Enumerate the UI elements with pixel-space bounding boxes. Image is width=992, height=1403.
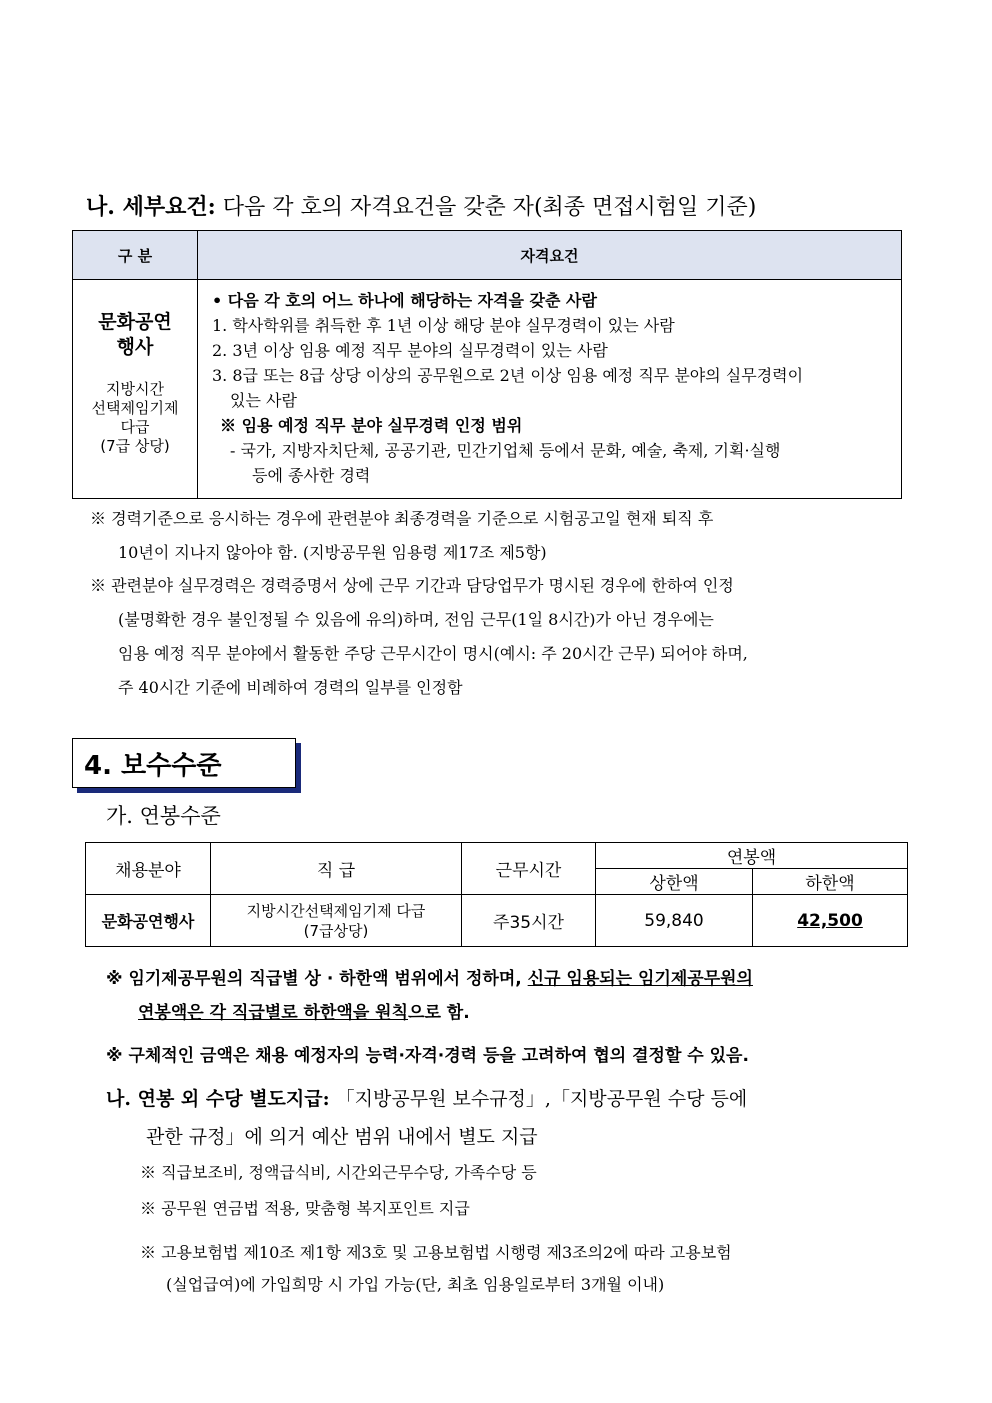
section-na2-label: 나. 연봉 외 수당 별도지급: (106, 1088, 330, 1110)
salary-table-header-row1 (86, 843, 908, 869)
section-na-label: 나. 세부요건: (86, 194, 216, 220)
allowance-note-2: ※ 공무원 연금법 적용, 맞춤형 복지포인트 지급 (140, 1199, 470, 1218)
header-hours: 근무시간 (462, 843, 596, 895)
career-note-2 (90, 569, 920, 705)
role-grade-line1: 지방시간 (106, 380, 164, 398)
salary-note-1-text: ※ 임기제공무원의 직급별 상 · 하한액 범위에서 정하며, (106, 969, 528, 989)
experience-range-title: ※ 임용 예정 직무 분야 실무경력 인정 범위 (220, 416, 523, 435)
salary-note-1-end: 으로 함. (408, 1003, 470, 1023)
section4-heading: 4. 보수수준 (84, 751, 222, 781)
allowance-note-1: ※ 직급보조비, 정액급식비, 시간외근무수당, 가족수당 등 (140, 1163, 537, 1182)
section-na2-text2: 관한 규정」에 의거 예산 범위 내에서 별도 지급 (146, 1126, 538, 1148)
career-note-2-line2: (불명확한 경우 불인정될 수 있음에 유의)하며, 전임 근무(1일 8시간)가 아닌 경우에는 (118, 610, 714, 629)
salary-grade (211, 895, 462, 947)
role-title-line2: 행사 (116, 336, 154, 358)
role-grade-line4: (7급 상당) (100, 437, 170, 455)
header-field: 채용분야 (86, 843, 211, 895)
salary-grade-line2: (7급상당) (303, 921, 369, 940)
salary-note-1-line2 (106, 996, 921, 1030)
career-note-1-line2: 10년이 지나지 않아야 함. (지방공무원 임용령 제17조 제5항) (118, 543, 547, 562)
requirements-cell (198, 280, 902, 499)
section-na-text: 다음 각 호의 자격요건을 갖춘 자(최종 면접시험일 기준) (215, 195, 757, 220)
header-upper: 상한액 (596, 869, 753, 895)
section-na2-line1 (106, 1080, 921, 1118)
role-grade (73, 380, 197, 456)
role-title (73, 310, 197, 360)
requirement-item-1: 1. 학사학위를 취득한 후 1년 이상 해당 분야 실무경력이 있는 사람 (212, 316, 675, 335)
experience-range-text-cont: 등에 종사한 경력 (252, 466, 371, 485)
salary-note-1-underlined-2: 연봉액은 각 직급별로 하한액을 원칙 (138, 1003, 409, 1023)
header-category: 구 분 (73, 231, 198, 280)
header-grade: 직 급 (211, 843, 462, 895)
salary-table (85, 842, 908, 947)
salary-row (86, 895, 908, 947)
qualification-table (72, 230, 902, 499)
salary-lower-cell (753, 895, 908, 947)
section-na2 (106, 1080, 921, 1156)
requirement-item-3: 3. 8급 또는 8급 상당 이상의 공무원으로 2년 이상 임용 예정 직무 분야의 실무경력이 (212, 366, 804, 385)
salary-lower: 42,500 (797, 910, 863, 931)
qualification-row (73, 280, 902, 499)
career-note-2-line1: ※ 관련분야 실무경력은 경력증명서 상에 근무 기간과 담당업무가 명시된 경우에 한하여 인정 (90, 576, 734, 595)
header-lower: 하한액 (753, 869, 908, 895)
section-na-heading (86, 190, 756, 221)
role-title-line1: 문화공연 (98, 311, 172, 333)
experience-range-text: - 국가, 지방자치단체, 공공기관, 민간기업체 등에서 문화, 예술, 축제, 기획·실행 (230, 441, 781, 460)
role-grade-line2: 선택제임기제 (91, 399, 179, 417)
requirement-item-3-cont: 있는 사람 (230, 391, 297, 410)
allowance-note-3-line1: ※ 고용보험법 제10조 제1항 제3호 및 고용보험법 시행령 제3조의2에 따라 고용보험 (140, 1243, 732, 1262)
salary-upper: 59,840 (596, 895, 753, 947)
role-cell (73, 280, 198, 499)
section-ga-heading: 가. 연봉수준 (106, 804, 221, 828)
requirement-item-2: 2. 3년 이상 임용 예정 직무 분야의 실무경력이 있는 사람 (212, 341, 608, 360)
career-note-1 (90, 502, 920, 570)
requirements-bullet: • 다음 각 호의 어느 하나에 해당하는 자격을 갖춘 사람 (212, 291, 597, 310)
allowance-note-3 (140, 1237, 920, 1301)
salary-field: 문화공연행사 (86, 895, 211, 947)
salary-note-2: ※ 구체적인 금액은 채용 예정자의 능력·자격·경력 등을 고려하여 협의 결정할 수 있음. (106, 1046, 749, 1066)
career-note-1-line1: ※ 경력기준으로 응시하는 경우에 관련분야 최종경력을 기준으로 시험공고일 현재 퇴직 후 (90, 509, 714, 528)
qualification-table-header (73, 231, 902, 280)
career-note-2-line4: 주 40시간 기준에 비례하여 경력의 일부를 인정함 (118, 678, 463, 697)
header-salary: 연봉액 (596, 843, 908, 869)
salary-note-1 (106, 962, 921, 1030)
salary-grade-line1: 지방시간선택제임기제 다급 (246, 901, 426, 920)
salary-note-1-underlined: 신규 임용되는 임기제공무원의 (527, 969, 753, 989)
role-grade-line3: 다급 (120, 418, 150, 436)
allowance-note-3-line2: (실업급여)에 가입희망 시 가입 가능(단, 최초 임용일로부터 3개월 이내) (166, 1275, 665, 1294)
header-requirements: 자격요건 (198, 231, 902, 280)
career-note-2-line3: 임용 예정 직무 분야에서 활동한 주당 근무시간이 명시(예시: 주 20시간 근무) 되어야 하며, (118, 644, 748, 663)
section-na2-text1: 「지방공무원 보수규정」,「지방공무원 수당 등에 (329, 1088, 748, 1110)
salary-note-1-line1 (106, 962, 921, 996)
salary-hours: 주35시간 (462, 895, 596, 947)
